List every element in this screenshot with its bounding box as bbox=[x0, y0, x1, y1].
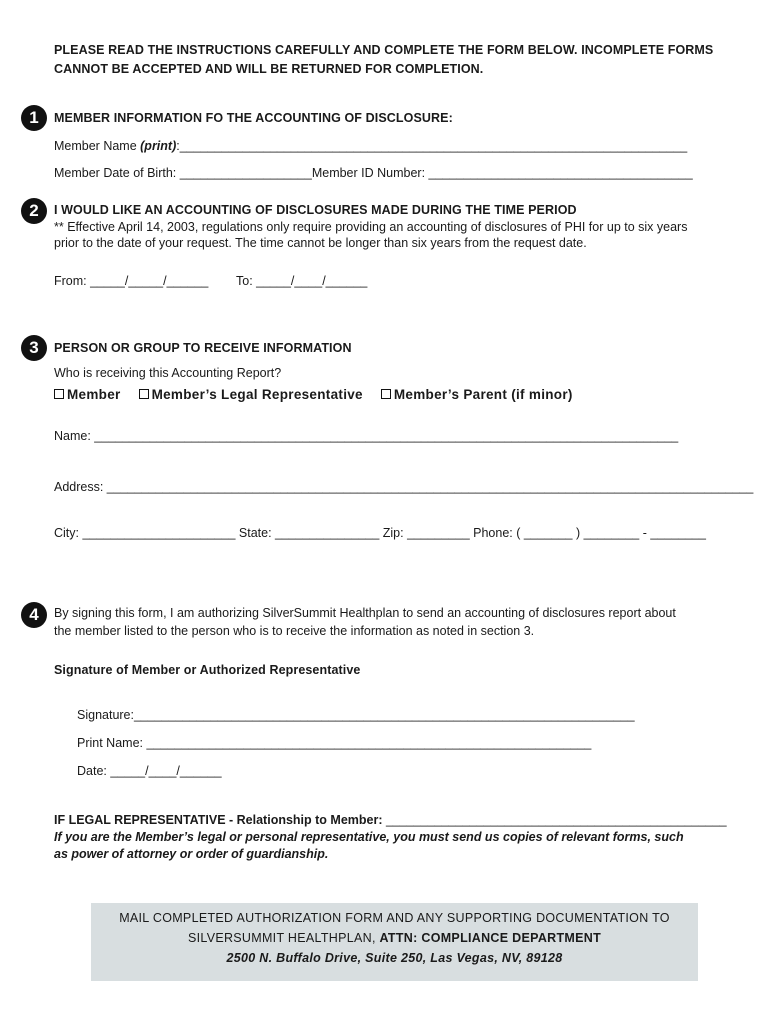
instructions-line-2: CANNOT BE ACCEPTED AND WILL BE RETURNED FOR COMPLETION. bbox=[54, 62, 484, 76]
print-name-field[interactable]: Print Name: ________________________________________________________________ bbox=[77, 736, 592, 750]
authorization-line-1: By signing this form, I am authorizing SilverSummit Healthplan to send an accounting of disclosures report about bbox=[54, 606, 676, 620]
option-parent[interactable] bbox=[381, 387, 573, 402]
section-2-note bbox=[54, 219, 744, 251]
receiver-options bbox=[54, 387, 591, 402]
authorization-line-2: the member listed to the person who is to receive the information as noted in section 3. bbox=[54, 624, 535, 638]
relationship-label: IF LEGAL REPRESENTATIVE - Relationship to Member: bbox=[54, 813, 386, 827]
section-1-heading: MEMBER INFORMATION FO THE ACCOUNTING OF DISCLOSURE: bbox=[54, 111, 453, 125]
section-3-badge: 3 bbox=[21, 335, 47, 361]
section-4-badge: 4 bbox=[21, 602, 47, 628]
member-name-label: Member Name bbox=[54, 139, 141, 153]
mail-recipient: SILVERSUMMIT HEALTHPLAN, bbox=[187, 931, 380, 945]
signature-field[interactable]: Signature:________________________________________________________________________ bbox=[77, 708, 635, 722]
member-name-field[interactable] bbox=[54, 138, 687, 154]
checkbox[interactable] bbox=[54, 389, 64, 399]
receiver-name-field[interactable]: Name: ____________________________________________________________________________________ bbox=[54, 429, 679, 443]
relationship-field[interactable] bbox=[54, 812, 727, 828]
checkbox[interactable] bbox=[381, 389, 391, 399]
receiver-question: Who is receiving this Accounting Report? bbox=[54, 366, 282, 380]
legal-note-part-1: If you are the Member’s legal or personal representative, bbox=[54, 830, 394, 844]
signature-heading: Signature of Member or Authorized Representative bbox=[54, 663, 361, 677]
mail-attention: ATTN: COMPLIANCE DEPARTMENT bbox=[379, 931, 602, 945]
section-2-heading: I WOULD LIKE AN ACCOUNTING OF DISCLOSURES MADE DURING THE TIME PERIOD bbox=[54, 203, 577, 217]
member-name-print-note: (print) bbox=[140, 139, 177, 153]
to-date-field[interactable]: To: _____/____/______ bbox=[236, 274, 368, 288]
instructions-line-1: PLEASE READ THE INSTRUCTIONS CAREFULLY AND COMPLETE THE FORM BELOW. INCOMPLETE FORMS bbox=[54, 43, 714, 57]
option-legal-representative[interactable] bbox=[139, 387, 363, 402]
option-label: Member’s Legal Representative bbox=[151, 387, 363, 402]
receiver-city-state-zip-phone-field[interactable]: City: ______________________ State: _______________ Zip: _________ Phone: ( _______ ) ________ - ________ bbox=[54, 526, 706, 540]
section-3-heading: PERSON OR GROUP TO RECEIVE INFORMATION bbox=[54, 341, 352, 355]
from-date-field[interactable]: From: _____/_____/______ bbox=[54, 274, 209, 288]
option-member[interactable] bbox=[54, 387, 121, 402]
option-label: Member bbox=[67, 387, 121, 402]
member-name-blank[interactable]: :_________________________________________________________________________ bbox=[176, 139, 688, 153]
option-label: Member’s Parent (if minor) bbox=[393, 387, 573, 402]
relationship-blank[interactable]: _________________________________________________ bbox=[385, 813, 727, 827]
receiver-address-field[interactable]: Address: _____________________________________________________________________________________________ bbox=[54, 480, 754, 494]
mail-address: 2500 N. Buffalo Drive, Suite 250, Las Vegas, NV, 89128 bbox=[226, 951, 563, 965]
section-2-badge: 2 bbox=[21, 198, 47, 224]
dob-member-id-field[interactable]: Member Date of Birth: ___________________Member ID Number: ______________________________________ bbox=[54, 166, 693, 180]
checkbox[interactable] bbox=[139, 389, 149, 399]
section-1-badge: 1 bbox=[21, 105, 47, 131]
mail-line-2 bbox=[91, 928, 698, 948]
legal-note-part-3: , such bbox=[647, 830, 684, 844]
legal-note-line-2: as power of attorney or order of guardianship. bbox=[54, 847, 329, 861]
mail-line-1: MAIL COMPLETED AUTHORIZATION FORM AND ANY SUPPORTING DOCUMENTATION TO bbox=[119, 911, 670, 925]
note-line-2: prior to the date of your request. The time cannot be longer than six years from the request date. bbox=[54, 236, 587, 250]
legal-note-emphasis: you must send us copies of relevant forms bbox=[393, 830, 648, 844]
mailing-instructions-box bbox=[91, 903, 698, 981]
signature-date-field[interactable]: Date: _____/____/______ bbox=[77, 764, 222, 778]
note-line-1: ** Effective April 14, 2003, regulations only require providing an accounting of disclosures of PHI for up to six years bbox=[54, 220, 688, 234]
legal-representative-note bbox=[54, 829, 754, 863]
authorization-text bbox=[54, 605, 744, 639]
form-instructions bbox=[54, 41, 744, 79]
